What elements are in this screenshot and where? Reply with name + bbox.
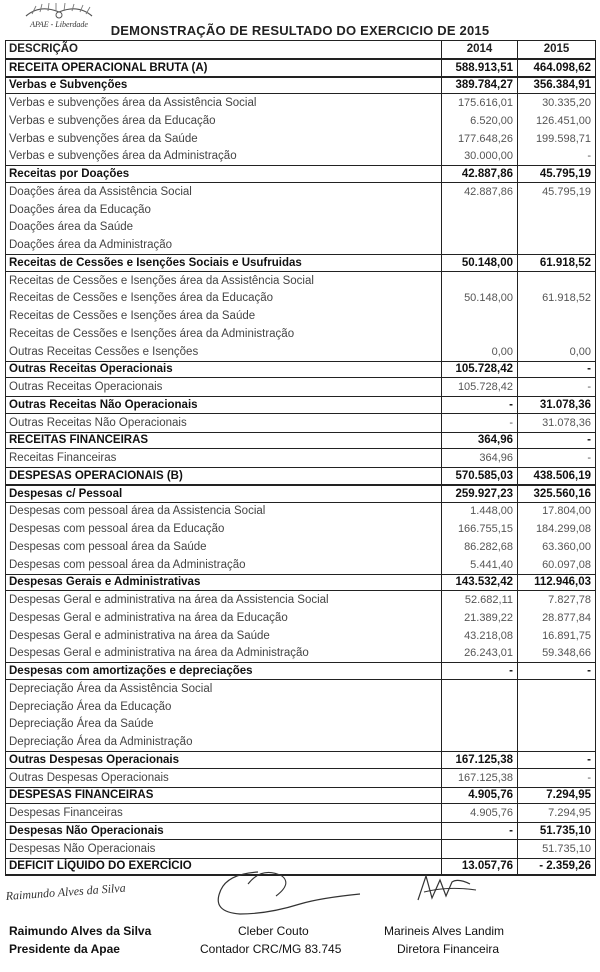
row-value-2014: 175.616,01 xyxy=(442,94,518,112)
row-label: Despesas com pessoal área da Assistencia Social xyxy=(6,503,442,521)
row-value-2014 xyxy=(442,716,518,734)
row-value-2014: - xyxy=(442,397,518,413)
row-label: Verbas e Subvenções xyxy=(6,78,442,94)
row-value-2015 xyxy=(518,219,595,237)
table-row-heading xyxy=(6,751,595,769)
row-value-2015: - 2.359,26 xyxy=(539,860,591,873)
row-value-2014 xyxy=(442,307,518,325)
income-statement-table xyxy=(5,40,596,876)
row-label: Receitas de Cessões e Isenções área da Saúde xyxy=(6,307,442,325)
accountant-role: Contador CRC/MG 83.745 xyxy=(200,942,342,956)
row-value-2015: 59.348,66 xyxy=(542,647,591,660)
table-row xyxy=(6,272,595,290)
table-row-heading xyxy=(6,787,595,805)
row-label: Outras Receitas Não Operacionais xyxy=(6,397,442,413)
row-label: Verbas e subvenções área da Saúde xyxy=(6,130,442,148)
table-row xyxy=(6,183,595,201)
row-value-2015 xyxy=(518,272,595,290)
row-value-2015: - xyxy=(587,665,591,678)
row-value-2015: 45.795,19 xyxy=(542,185,591,198)
president-role: Presidente da Apae xyxy=(9,942,120,956)
row-label: Receitas de Cessões e Isenções área da Assistência Social xyxy=(6,272,442,290)
table-row-heading xyxy=(6,165,595,183)
row-value-2015: 7.294,95 xyxy=(546,789,591,802)
row-value-2015: 51.735,10 xyxy=(542,842,591,855)
row-value-2014: 4.905,76 xyxy=(442,788,518,804)
row-value-2014: 86.282,68 xyxy=(442,538,518,556)
row-label: Outras Receitas Não Operacionais xyxy=(6,414,442,432)
row-value-2014: - xyxy=(442,414,518,432)
table-row xyxy=(6,698,595,716)
table-row xyxy=(6,804,595,822)
row-value-2015: 30.335,20 xyxy=(542,97,591,110)
table-row xyxy=(6,538,595,556)
table-row xyxy=(6,236,595,254)
row-value-2014: 1.448,00 xyxy=(442,503,518,521)
row-label: DESPESAS FINANCEIRAS xyxy=(6,788,442,804)
row-label: DEFICIT LÍQUIDO DO EXERCÍCIO xyxy=(6,859,442,875)
row-label: Receitas de Cessões e Isenções Sociais e Usufruidas xyxy=(6,255,442,271)
row-value-2015: 7.827,78 xyxy=(548,594,591,607)
row-value-2014: 6.520,00 xyxy=(442,112,518,130)
row-value-2014: 50.148,00 xyxy=(442,290,518,308)
row-value-2015: 28.877,84 xyxy=(542,611,591,624)
row-label: Receitas de Cessões e Isenções área da Educação xyxy=(6,290,442,308)
row-label: Outras Receitas Operacionais xyxy=(6,378,442,396)
table-row xyxy=(6,449,595,467)
president-name: Raimundo Alves da Silva xyxy=(9,924,152,938)
row-value-2014 xyxy=(442,733,518,751)
row-value-2014: 105.728,42 xyxy=(442,362,518,378)
table-row xyxy=(6,94,595,112)
document-title: DEMONSTRAÇÃO DE RESULTADO DO EXERCICIO DE 2015 xyxy=(110,23,490,38)
table-row xyxy=(6,414,595,432)
row-value-2015 xyxy=(518,236,595,254)
accountant-name: Cleber Couto xyxy=(238,924,309,938)
row-value-2015: 325.560,16 xyxy=(533,487,591,500)
row-value-2014 xyxy=(442,219,518,237)
row-value-2015: - xyxy=(587,381,591,394)
row-value-2014: 167.125,38 xyxy=(442,769,518,787)
table-row xyxy=(6,378,595,396)
row-value-2015: 16.891,75 xyxy=(542,629,591,642)
row-label: Despesas Não Operacionais xyxy=(6,840,442,858)
table-row xyxy=(6,520,595,538)
row-value-2015: - xyxy=(587,753,591,766)
table-row-heading xyxy=(6,361,595,379)
row-value-2015: 61.918,52 xyxy=(539,256,591,269)
table-row xyxy=(6,201,595,219)
row-value-2015 xyxy=(518,698,595,716)
table-body xyxy=(6,59,595,876)
row-label: Doações área da Educação xyxy=(6,201,442,219)
row-label: RECEITAS FINANCEIRAS xyxy=(6,433,442,449)
table-row xyxy=(6,290,595,308)
row-label: Depreciação Área da Saúde xyxy=(6,716,442,734)
row-value-2014: 166.755,15 xyxy=(442,520,518,538)
table-row-heading xyxy=(6,662,595,680)
row-value-2015 xyxy=(518,307,595,325)
row-value-2015 xyxy=(518,680,595,698)
row-value-2014: 0,00 xyxy=(442,343,518,361)
row-value-2014: 21.389,22 xyxy=(442,609,518,627)
row-value-2015: 184.299,08 xyxy=(535,523,591,536)
row-value-2014: 13.057,76 xyxy=(442,859,518,875)
row-label: Verbas e subvenções área da Administração xyxy=(6,148,442,166)
row-label: RECEITA OPERACIONAL BRUTA (A) xyxy=(6,60,442,76)
row-value-2015: - xyxy=(587,150,591,163)
table-row-heading xyxy=(6,254,595,272)
row-value-2015: 356.384,91 xyxy=(533,79,591,92)
row-label: Despesas com pessoal área da Saúde xyxy=(6,538,442,556)
row-label: Despesas com pessoal área da Administração xyxy=(6,556,442,574)
row-value-2014 xyxy=(442,325,518,343)
row-value-2015: 51.735,10 xyxy=(539,824,591,837)
table-row xyxy=(6,733,595,751)
row-value-2014: 364,96 xyxy=(442,433,518,449)
row-value-2015: - xyxy=(587,434,591,447)
row-value-2015: 112.946,03 xyxy=(534,576,591,589)
row-value-2015: 31.078,36 xyxy=(539,398,591,411)
row-value-2015: 438.506,19 xyxy=(533,469,591,482)
row-value-2014: 26.243,01 xyxy=(442,645,518,663)
row-value-2015: 7.294,95 xyxy=(548,807,591,820)
row-label: Outras Despesas Operacionais xyxy=(6,752,442,768)
column-header-description: DESCRIÇÃO xyxy=(6,41,442,58)
row-value-2015: - xyxy=(587,771,591,784)
row-label: Verbas e subvenções área da Educação xyxy=(6,112,442,130)
row-label: Despesas Geral e administrativa na área da Saúde xyxy=(6,627,442,645)
table-row xyxy=(6,325,595,343)
row-value-2015 xyxy=(518,733,595,751)
row-value-2014: 42.887,86 xyxy=(442,166,518,182)
row-label: Receitas de Cessões e Isenções área da Administração xyxy=(6,325,442,343)
row-value-2014: - xyxy=(442,823,518,839)
column-header-2015: 2015 xyxy=(543,43,570,56)
row-value-2014: 30.000,00 xyxy=(442,148,518,166)
row-value-2015 xyxy=(518,716,595,734)
row-value-2014 xyxy=(442,272,518,290)
table-row xyxy=(6,148,595,166)
row-value-2014: 105.728,42 xyxy=(442,378,518,396)
row-value-2014: 42.887,86 xyxy=(442,183,518,201)
table-row xyxy=(6,680,595,698)
table-row xyxy=(6,769,595,787)
row-value-2014 xyxy=(442,698,518,716)
row-value-2015 xyxy=(518,325,595,343)
row-value-2015: - xyxy=(587,452,591,465)
row-label: Despesas Não Operacionais xyxy=(6,823,442,839)
row-value-2014: 259.927,23 xyxy=(442,486,518,502)
table-row-heading xyxy=(6,574,595,592)
table-row xyxy=(6,130,595,148)
table-row-heading xyxy=(6,77,595,95)
row-value-2015: 31.078,36 xyxy=(542,416,591,429)
row-value-2014: 177.648,26 xyxy=(442,130,518,148)
table-row xyxy=(6,343,595,361)
row-label: Outras Receitas Cessões e Isenções xyxy=(6,343,442,361)
row-value-2015 xyxy=(518,201,595,219)
row-label: Despesas Gerais e Administrativas xyxy=(6,575,442,591)
row-label: Verbas e subvenções área da Assistência Social xyxy=(6,94,442,112)
table-row-heading xyxy=(6,432,595,450)
row-value-2014: 4.905,76 xyxy=(442,804,518,822)
row-label: Doações área da Assistência Social xyxy=(6,183,442,201)
row-label: Depreciação Área da Educação xyxy=(6,698,442,716)
table-row-heading xyxy=(6,59,595,77)
row-value-2014 xyxy=(442,236,518,254)
row-value-2014: 5.441,40 xyxy=(442,556,518,574)
row-value-2014: 364,96 xyxy=(442,449,518,467)
table-header-row xyxy=(6,41,595,59)
row-label: Depreciação Área da Assistência Social xyxy=(6,680,442,698)
financial-director-name: Marineis Alves Landim xyxy=(384,924,505,938)
row-value-2014 xyxy=(442,201,518,219)
table-row xyxy=(6,556,595,574)
row-label: Doações área da Administração xyxy=(6,236,442,254)
row-label: Receitas Financeiras xyxy=(6,449,442,467)
column-header-2014: 2014 xyxy=(442,41,518,58)
row-value-2014: 588.913,51 xyxy=(442,60,518,76)
row-label: Despesas c/ Pessoal xyxy=(6,486,442,502)
row-label: Doações área da Saúde xyxy=(6,219,442,237)
row-label: Despesas Geral e administrativa na área da Educação xyxy=(6,609,442,627)
table-row xyxy=(6,112,595,130)
row-value-2015: 60.097,08 xyxy=(542,558,591,571)
row-value-2014: 43.218,08 xyxy=(442,627,518,645)
row-value-2015: - xyxy=(587,363,591,376)
row-value-2015: 63.360,00 xyxy=(542,540,591,553)
row-value-2015: 17.804,00 xyxy=(542,505,591,518)
row-value-2014 xyxy=(442,680,518,698)
row-value-2015: 464.098,62 xyxy=(533,61,591,74)
row-label: Receitas por Doações xyxy=(6,166,442,182)
table-row xyxy=(6,645,595,663)
row-value-2014: 570.585,03 xyxy=(442,468,518,484)
row-value-2015: 199.598,71 xyxy=(535,132,591,145)
table-row-heading xyxy=(6,467,595,485)
row-label: Outras Despesas Operacionais xyxy=(6,769,442,787)
table-row xyxy=(6,716,595,734)
row-label: Despesas Geral e administrativa na área da Administração xyxy=(6,645,442,663)
row-label: Despesas com amortizações e depreciações xyxy=(6,663,442,679)
table-row-heading xyxy=(6,396,595,414)
svg-text:Raimundo Alves da Silva: Raimundo Alves da Silva xyxy=(5,880,127,903)
row-label: Depreciação Área da Administração xyxy=(6,733,442,751)
table-row xyxy=(6,627,595,645)
table-row xyxy=(6,609,595,627)
financial-director-role: Diretora Financeira xyxy=(397,942,500,956)
row-value-2014: 143.532,42 xyxy=(442,575,518,591)
row-value-2015: 45.795,19 xyxy=(539,168,591,181)
table-row xyxy=(6,591,595,609)
row-value-2014: - xyxy=(442,663,518,679)
row-value-2014: 52.682,11 xyxy=(442,591,518,609)
svg-text:APAE - Liberdade: APAE - Liberdade xyxy=(30,20,88,29)
table-row-heading xyxy=(6,485,595,503)
row-value-2014 xyxy=(442,840,518,858)
table-row xyxy=(6,219,595,237)
row-value-2014: 167.125,38 xyxy=(442,752,518,768)
row-label: Outras Receitas Operacionais xyxy=(6,362,442,378)
row-value-2015: 126.451,00 xyxy=(535,114,591,127)
row-label: DESPESAS OPERACIONAIS (B) xyxy=(6,468,442,484)
row-value-2014: 389.784,27 xyxy=(442,78,518,94)
row-value-2015: 0,00 xyxy=(569,345,591,358)
table-row xyxy=(6,840,595,858)
table-row xyxy=(6,307,595,325)
table-row xyxy=(6,503,595,521)
row-value-2015: 61.918,52 xyxy=(542,292,591,305)
row-label: Despesas com pessoal área da Educação xyxy=(6,520,442,538)
table-row-heading xyxy=(6,822,595,840)
row-label: Despesas Geral e administrativa na área da Assistencia Social xyxy=(6,591,442,609)
row-value-2014: 50.148,00 xyxy=(442,255,518,271)
row-label: Despesas Financeiras xyxy=(6,804,442,822)
